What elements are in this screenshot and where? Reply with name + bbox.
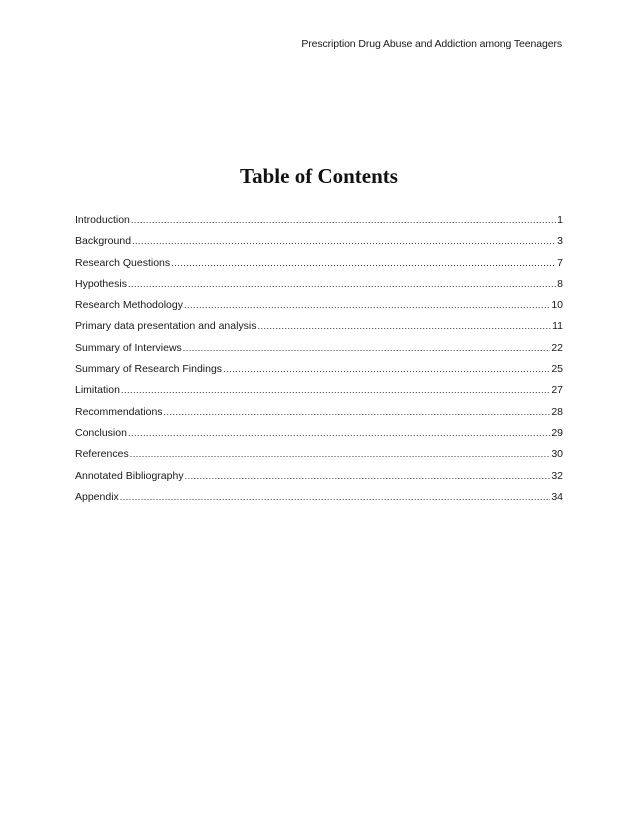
toc-entry-page: 25 [551, 363, 563, 376]
toc-entry-label: Introduction [75, 214, 130, 226]
toc-entry-page: 11 [552, 320, 563, 333]
toc-entry-label: Hypothesis [75, 277, 127, 290]
toc-entry-label: Background [75, 235, 132, 248]
toc-dot-leader [128, 427, 550, 439]
toc-entry[interactable] [75, 406, 563, 427]
toc-entry-label: Research Methodology [75, 299, 183, 312]
toc-entry[interactable] [75, 214, 563, 235]
toc-entry-page: 30 [551, 448, 563, 461]
running-header: Prescription Drug Abuse and Addiction among Teenagers [301, 38, 562, 50]
toc-entry[interactable] [75, 491, 563, 512]
toc-entry-page: 28 [551, 405, 563, 418]
toc-entry[interactable] [75, 384, 563, 405]
toc-entry-page: 1 [557, 214, 563, 226]
toc-entry[interactable] [75, 342, 563, 363]
toc-entry[interactable] [75, 363, 563, 384]
toc-entry-label: References [75, 448, 129, 461]
toc-entry-label: Appendix [75, 490, 119, 503]
toc-entry[interactable] [75, 427, 563, 448]
toc-dot-leader [132, 235, 556, 247]
toc-entry-page: 27 [551, 384, 563, 397]
toc-entry-page: 34 [551, 490, 563, 503]
toc-entry[interactable] [75, 470, 563, 491]
toc-entry-page: 7 [557, 256, 563, 269]
toc-entry-page: 10 [551, 299, 563, 312]
toc-entry[interactable] [75, 235, 563, 256]
toc-entry-page: 29 [551, 426, 563, 439]
toc-dot-leader [120, 491, 551, 503]
toc-dot-leader [171, 257, 556, 269]
toc-entry-label: Summary of Research Findings [75, 363, 223, 376]
toc-entry[interactable] [75, 257, 563, 278]
toc-dot-leader [130, 448, 551, 460]
toc-entry-page: 8 [557, 277, 563, 290]
toc-entry[interactable] [75, 448, 563, 469]
toc-dot-leader [183, 342, 551, 354]
toc-dot-leader [164, 406, 551, 418]
toc-entry-label: Annotated Bibliography [75, 469, 184, 482]
toc-dot-leader [185, 470, 551, 482]
toc-entry-label: Conclusion [75, 426, 127, 439]
toc-entry[interactable] [75, 320, 563, 341]
toc-dot-leader [223, 363, 550, 375]
toc-dot-leader [258, 320, 552, 332]
toc-entry-label: Recommendations [75, 405, 163, 418]
toc-entry[interactable] [75, 299, 563, 320]
toc-dot-leader [184, 299, 550, 311]
toc-entry-label: Limitation [75, 384, 120, 397]
toc-title: Table of Contents [240, 164, 398, 188]
toc-dot-leader [121, 384, 550, 396]
toc-entry-label: Primary data presentation and analysis [75, 320, 257, 333]
toc-entry-label: Summary of Interviews [75, 341, 182, 354]
toc-dot-leader [128, 278, 556, 290]
toc-dot-leader [131, 214, 556, 226]
toc-entry-page: 22 [551, 341, 563, 354]
toc-entry-label: Research Questions [75, 256, 171, 269]
toc-list [75, 214, 563, 512]
toc-entry[interactable] [75, 278, 563, 299]
toc-entry-page: 3 [557, 235, 563, 248]
toc-entry-page: 32 [551, 469, 563, 482]
